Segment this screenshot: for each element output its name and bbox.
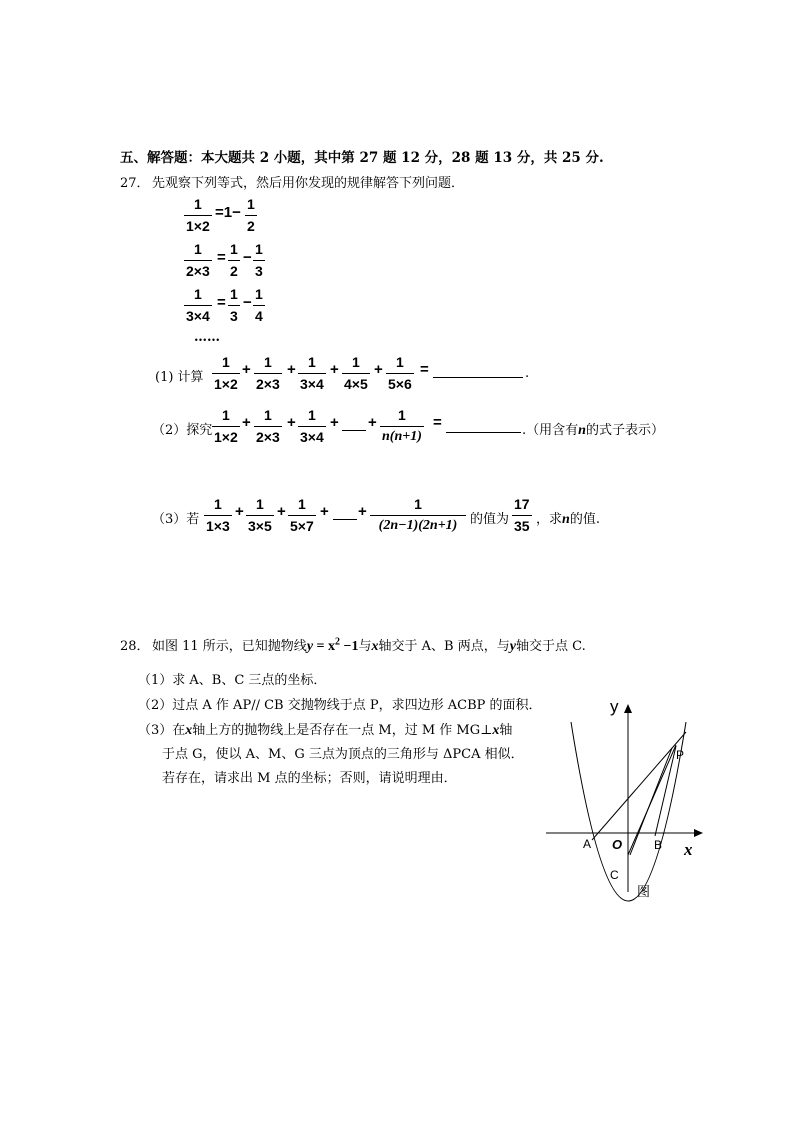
origin-label: O [612, 837, 623, 852]
section-heading: 五、解答题：本大题共 2 小题，其中第 27 题 12 分，28 题 13 分，共 25 分. [120, 150, 604, 166]
ex1-rhs-fraction: 1 2 [247, 196, 255, 234]
q28-part3-line3: 若存在，请求出 M 点的坐标；否则，请说明理由． [162, 771, 457, 786]
p2-frac-3: 1 3×4 [300, 407, 324, 445]
q28-part2: （2）过点 A 作 AP// CB 交抛物线于点 P，求四边形 ACBP 的面积． [138, 698, 542, 713]
p3-plus-4: + [358, 503, 367, 520]
p2-label: （2）探究 [152, 423, 213, 438]
q28-intro: 如图 11 所示，已知抛物线$y = x^2 -1$与x轴交于 A、B 两点，与y轴交于点 C. [152, 636, 586, 654]
p2-tail: .（用含有n的式子表示） [522, 423, 664, 438]
p1-plus-1: + [242, 361, 251, 378]
p3-frac-1: 1 1×3 [206, 496, 230, 534]
ex1-lhs-fraction: 1 1×2 [186, 196, 210, 234]
p3-label: （3）若 [152, 512, 200, 527]
p3-var-n: n [562, 512, 570, 527]
p1-equals: = [420, 361, 429, 378]
ex3-minus: − [243, 294, 252, 311]
p3-frac-2: 1 3×5 [248, 496, 272, 534]
q28-part3-line2: 于点 G，使以 A、M、G 三点为顶点的三角形与 ΔPCA 相似． [162, 747, 524, 762]
ex3-lhs-fraction: 1 3×4 [186, 286, 210, 324]
p2-frac-last: 1 n(n+1) [382, 407, 422, 444]
p3-plus-3: + [320, 503, 329, 520]
p3-frac-last: 1 (2n−1)(2n+1) [370, 497, 466, 533]
p1-frac-2: 1 2×3 [256, 354, 280, 392]
x-axis-label: x [684, 840, 693, 859]
parabola-figure [540, 690, 710, 905]
ex3-a-fraction: 1 3 [230, 286, 238, 324]
p3-mid: 的值为 [470, 512, 510, 527]
p2-ellipsis-dash [342, 430, 366, 431]
ex1-equals: =1− [215, 204, 241, 221]
p2-plus-4: + [368, 414, 377, 431]
p2-var-n: n [578, 423, 586, 438]
ex2-minus: − [243, 249, 252, 266]
line-CP2 [630, 748, 672, 855]
p1-period: . [525, 366, 530, 381]
q28-number: 28． [120, 639, 150, 654]
p3-plus-2: + [277, 503, 286, 520]
y-axis-arrow-icon [624, 704, 632, 713]
p2-frac-1: 1 1×2 [214, 407, 238, 445]
p2-plus-2: + [287, 414, 296, 431]
p3-plus-1: + [235, 503, 244, 520]
point-A-label: A [583, 837, 592, 851]
p1-frac-1: 1 1×2 [214, 354, 238, 392]
ellipsis: …… [194, 330, 220, 345]
ex3-equals: = [217, 294, 226, 311]
p2-equals: = [433, 414, 442, 431]
q28-part1: （1）求 A、B、C 三点的坐标． [138, 673, 327, 688]
q28-part3-line1: （3）在x轴上方的抛物线上是否存在一点 M，过 M 作 MG⊥x轴 [138, 723, 513, 738]
p1-answer-blank[interactable] [433, 377, 523, 378]
point-C-label: C [610, 868, 619, 882]
q27-number: 27． [120, 176, 150, 191]
point-P-label: P [676, 748, 685, 762]
line-BP [655, 746, 676, 836]
p1-frac-4: 1 4×5 [344, 354, 368, 392]
p1-frac-5: 1 5×6 [388, 354, 412, 392]
p3-frac-3: 1 5×7 [290, 496, 314, 534]
ex3-b-fraction: 1 4 [255, 286, 263, 324]
p2-plus-1: + [242, 414, 251, 431]
figure-caption: 图 [637, 885, 651, 900]
p2-answer-blank[interactable] [446, 432, 521, 433]
ex2-b-fraction: 1 3 [255, 241, 263, 279]
p1-label: (1) 计算 [155, 370, 204, 385]
ex2-equals: = [217, 249, 226, 266]
point-B-label: B [654, 838, 663, 852]
ex2-lhs-fraction: 1 2×3 [186, 241, 210, 279]
p2-frac-2: 1 2×3 [256, 407, 280, 445]
p2-plus-3: + [330, 414, 339, 431]
p3-value-fraction: 17 35 [514, 496, 530, 534]
p1-plus-2: + [287, 361, 296, 378]
p1-plus-4: + [374, 361, 383, 378]
p1-plus-3: + [330, 361, 339, 378]
p1-frac-3: 1 3×4 [300, 354, 324, 392]
p3-tail: ，求n的值. [536, 512, 600, 527]
p3-ellipsis-dash [333, 519, 357, 520]
ex2-a-fraction: 1 2 [230, 241, 238, 279]
q27-intro: 先观察下列等式，然后用你发现的规律解答下列问题． [152, 176, 465, 191]
x-axis-arrow-icon [694, 829, 703, 837]
y-axis-label: y [610, 697, 619, 716]
